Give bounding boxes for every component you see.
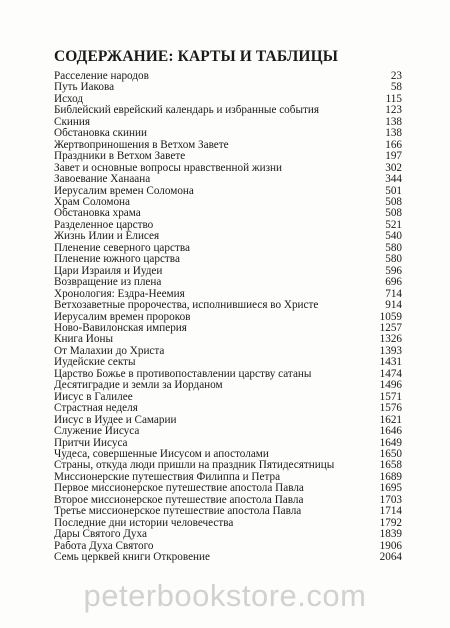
toc-entry-page-number: 115: [385, 92, 402, 105]
toc-entry-title: Хронология: Ездра-Неемия: [54, 288, 185, 300]
toc-entry-title: Пленение северного царства: [54, 242, 190, 254]
toc-entry: [54, 94, 402, 105]
toc-entry-page-number: 580: [385, 253, 402, 266]
toc-entry: [54, 82, 402, 93]
toc-entry: [54, 312, 402, 323]
toc-entry: [54, 254, 402, 265]
toc-entry-title: Ветхозаветные пророчества, исполнившиеся во Христе: [54, 300, 319, 312]
toc-entry-title: Иерусалим времен пророков: [54, 311, 191, 323]
toc-entry-page-number: 1257: [379, 321, 402, 334]
toc-entry-title: Десятиградие и земли за Иорданом: [54, 380, 223, 392]
toc-entry: [54, 541, 402, 552]
toc-entry-page-number: 1650: [379, 447, 402, 460]
toc-entry: [54, 71, 402, 82]
toc-entry: [54, 426, 402, 437]
toc-entry-page-number: 23: [390, 70, 402, 82]
toc-entry-page-number: 302: [385, 161, 402, 174]
toc-entry-title: Жертвоприношения в Ветхом Завете: [54, 139, 229, 151]
toc-entry: [54, 266, 402, 277]
toc-entry-page-number: 1839: [379, 528, 402, 541]
toc-entry: [54, 380, 402, 391]
toc-entry-title: Притчи Иисуса: [54, 437, 128, 449]
toc-entry: [54, 438, 402, 449]
toc-entry-title: Царство Божье в противопоставлении царству сатаны: [54, 368, 312, 380]
toc-entry: [54, 220, 402, 231]
toc-entry-page-number: 58: [390, 81, 402, 94]
toc-entry-title: Семь церквей книги Откровение: [54, 552, 210, 564]
toc-entry-page-number: 596: [385, 264, 402, 277]
toc-entry: [54, 186, 402, 197]
toc-entry-title: Исход: [54, 93, 84, 105]
toc-entry-title: Чудеса, совершенные Иисусом и апостолами: [54, 448, 269, 460]
toc-entry-page-number: 521: [385, 218, 402, 231]
toc-entry-page-number: 1621: [379, 413, 402, 426]
toc-entry: [54, 472, 402, 483]
toc-entry: [54, 460, 402, 471]
toc-entry-title: Книга Ионы: [54, 334, 113, 346]
toc-entry-title: Обстановка храма: [54, 208, 141, 220]
toc-entry-page-number: 1649: [379, 436, 402, 449]
toc-entry: [54, 392, 402, 403]
toc-entry: [54, 243, 402, 254]
toc-entry: [54, 289, 402, 300]
toc-entry-title: Храм Соломона: [54, 196, 131, 208]
watermark: peterbookstore.com: [83, 578, 367, 613]
toc-entry-title: Жизнь Илии и Елисея: [54, 231, 160, 243]
toc-entry: [54, 403, 402, 414]
toc-entry: [54, 449, 402, 460]
toc-entry-page-number: 1658: [379, 459, 402, 472]
toc-entry-title: Иерусалим времен Соломона: [54, 185, 194, 197]
toc-entry-title: От Малахии до Христа: [54, 345, 165, 357]
toc-entry-title: Дары Святого Духа: [54, 529, 147, 541]
toc-entry-page-number: 714: [385, 287, 402, 300]
toc-entry-title: Обстановка скинии: [54, 128, 147, 140]
toc-entry-title: Третье миссионерское путешествие апостола Павла: [54, 506, 302, 518]
toc-entry: [54, 208, 402, 219]
toc-entry-title: Страстная неделя: [54, 403, 138, 415]
toc-entry: [54, 415, 402, 426]
page-title: СОДЕРЖАНИЕ: КАРТЫ И ТАБЛИЦЫ: [54, 48, 339, 65]
toc-entry-title: Разделенное царство: [54, 219, 154, 231]
toc-entry-page-number: 166: [385, 138, 402, 151]
toc-entry-title: Путь Иакова: [54, 82, 115, 94]
toc-entry-title: Иисус в Иудее и Самарии: [54, 414, 177, 426]
toc-entry-page-number: 197: [385, 150, 402, 163]
toc-entry-page-number: 696: [385, 276, 402, 289]
toc-entry-title: Пленение южного царства: [54, 254, 180, 266]
toc-entry-page-number: 1576: [379, 402, 402, 415]
toc-entry: [54, 128, 402, 139]
toc-entry-page-number: 1393: [379, 344, 402, 357]
toc-entry-page-number: 1474: [379, 367, 402, 380]
toc-entry-page-number: 1571: [379, 390, 402, 403]
toc-entry-page-number: 123: [385, 104, 402, 117]
toc-entry-title: Служение Иисуса: [54, 426, 140, 438]
toc-entry: [54, 495, 402, 506]
toc-entry: [54, 117, 402, 128]
toc-entry-title: Библейский еврейский календарь и избранные события: [54, 105, 319, 117]
toc-entry-title: Скиния: [54, 116, 91, 128]
toc-entry-title: Ново-Вавилонская империя: [54, 322, 187, 334]
toc-entry-page-number: 540: [385, 230, 402, 243]
toc-entry: [54, 518, 402, 529]
table-of-contents: [54, 71, 402, 563]
toc-entry-page-number: 1695: [379, 482, 402, 495]
toc-entry-page-number: 580: [385, 241, 402, 254]
toc-entry: [54, 140, 402, 151]
toc-entry-title: Иисус в Галилее: [54, 391, 133, 403]
toc-entry-page-number: 508: [385, 195, 402, 208]
toc-entry: [54, 277, 402, 288]
toc-entry: [54, 323, 402, 334]
toc-entry: [54, 357, 402, 368]
toc-entry: [54, 163, 402, 174]
toc-entry: [54, 506, 402, 517]
toc-entry: [54, 346, 402, 357]
toc-entry-page-number: 1714: [379, 505, 402, 518]
toc-entry: [54, 483, 402, 494]
toc-entry-title: Праздники в Ветхом Завете: [54, 151, 186, 163]
toc-entry: [54, 231, 402, 242]
toc-entry-page-number: 344: [385, 173, 402, 186]
toc-entry: [54, 197, 402, 208]
toc-entry-title: Расселение народов: [54, 71, 149, 82]
toc-entry-page-number: 1703: [379, 493, 402, 506]
toc-entry-title: Миссионерские путешествия Филиппа и Петра: [54, 471, 281, 483]
toc-entry-page-number: 1792: [379, 516, 402, 529]
toc-entry-title: Первое миссионерское путешествие апостола Павла: [54, 483, 304, 495]
toc-entry-title: Страны, откуда люди пришли на праздник Пятидесятницы: [54, 460, 335, 472]
toc-entry: [54, 300, 402, 311]
toc-entry-title: Завет и основные вопросы нравственной жизни: [54, 162, 282, 174]
toc-entry: [54, 105, 402, 116]
toc-entry: [54, 369, 402, 380]
toc-entry-page-number: 1496: [379, 379, 402, 392]
toc-entry: [54, 529, 402, 540]
toc-entry-title: Иудейские секты: [54, 357, 136, 369]
toc-entry-page-number: 1646: [379, 425, 402, 438]
toc-entry: [54, 552, 402, 563]
toc-entry-title: Возвращение из плена: [54, 277, 162, 289]
toc-entry-page-number: 1906: [379, 539, 402, 552]
toc-entry-title: Цари Израиля и Иудеи: [54, 265, 163, 277]
toc-entry-page-number: 914: [385, 299, 402, 312]
toc-entry-title: Работа Духа Святого: [54, 540, 154, 552]
toc-entry-page-number: 508: [385, 207, 402, 220]
toc-entry-page-number: 1431: [379, 356, 402, 369]
toc-entry: [54, 334, 402, 345]
toc-entry-page-number: 138: [385, 127, 402, 140]
toc-entry: [54, 151, 402, 162]
toc-entry-title: Последние дни истории человечества: [54, 517, 234, 529]
toc-entry-page-number: 1326: [379, 333, 402, 346]
toc-entry-title: Завоевание Ханаана: [54, 174, 151, 186]
toc-entry-page-number: 138: [385, 115, 402, 128]
toc-entry-page-number: 1689: [379, 470, 402, 483]
toc-entry-title: Второе миссионерское путешествие апостола Павла: [54, 494, 304, 506]
toc-entry-page-number: 2064: [379, 551, 402, 564]
toc-entry-page-number: 1059: [379, 310, 402, 323]
toc-entry: [54, 174, 402, 185]
toc-entry-page-number: 501: [385, 184, 402, 197]
